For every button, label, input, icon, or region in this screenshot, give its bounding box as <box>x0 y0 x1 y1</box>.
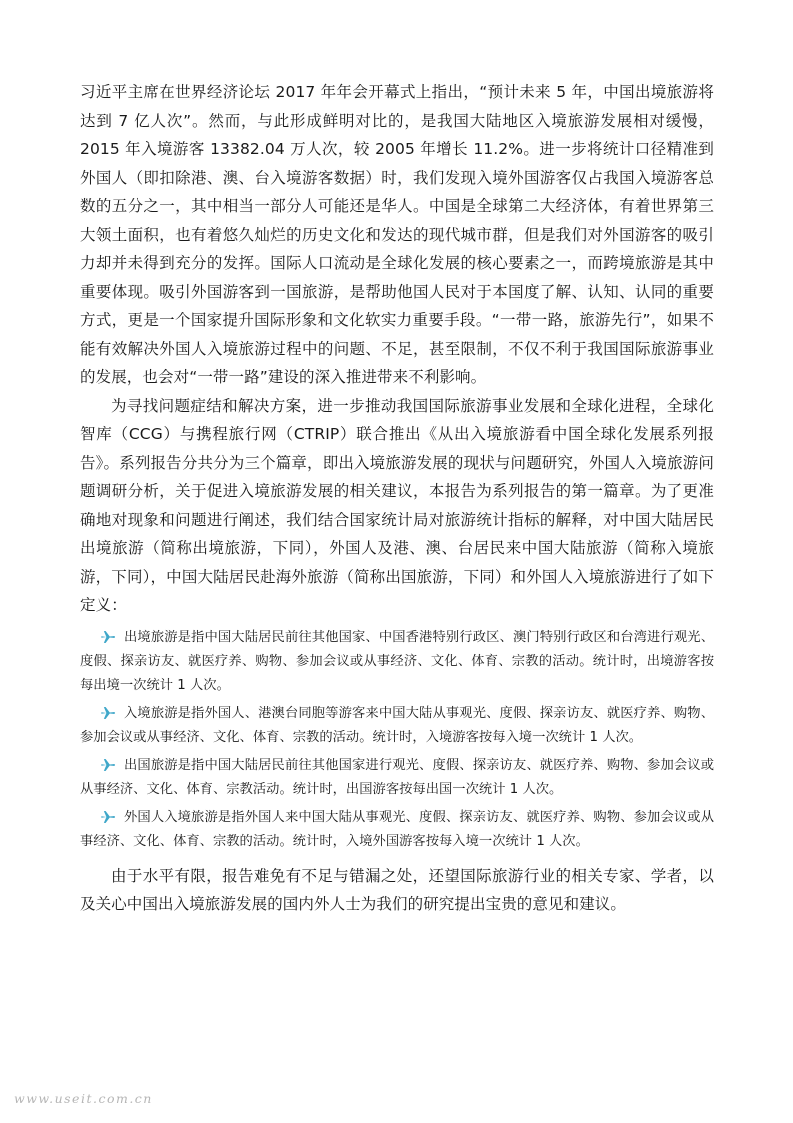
airplane-icon <box>100 757 116 773</box>
definition-text: 入境旅游是指外国人、港澳台同胞等游客来中国大陆从事观光、度假、探亲访友、就医疗养、购物、参加会议或从事经济、文化、体育、宗教的活动。统计时，入境游客按每入境一次统计 1 人次。 <box>80 705 714 745</box>
watermark: www.useit.com.cn <box>14 1091 153 1106</box>
purpose-paragraph: 为寻找问题症结和解决方案，进一步推动我国国际旅游事业发展和全球化进程，全球化智库（CCG）与携程旅行网（CTRIP）联合推出《从出入境旅游看中国全球化发展系列报告》。系列报告分共分为三个篇章，即出入境旅游发展的现状与问题研究，外国人入境旅游问题调研分析，关于促进入境旅游发展的相关建议，本报告为系列报告的第一篇章。为了更准确地对现象和问题进行阐述，我们结合国家统计局对旅游统计指标的解释，对中国大陆居民出境旅游（简称出境旅游，下同），外国人及港、澳、台居民来中国大陆旅游（简称入境旅游，下同），中国大陆居民赴海外旅游（简称出国旅游，下同）和外国人入境旅游进行了如下定义： <box>80 396 714 614</box>
definition-text: 出境旅游是指中国大陆居民前往其他国家、中国香港特别行政区、澳门特别行政区和台湾进行观光、度假、探亲访友、就医疗养、购物、参加会议或从事经济、文化、体育、宗教的活动。统计时，出境游客按每出境一次统计 1 人次。 <box>80 629 714 693</box>
definition-item-outbound <box>80 626 714 698</box>
intro-paragraph: 习近平主席在世界经济论坛 2017 年年会开幕式上指出，“预计未来 5 年，中国出境旅游将达到 7 亿人次”。然而，与此形成鲜明对比的，是我国大陆地区入境旅游发展相对缓慢，2015 年入境游客 13382.04 万人次，较 2005 年增长 11.2%。进一步将统计口径精准到外国人（即扣除港、澳、台入境游客数据）时，我们发现入境外国游客仅占我国入境游客总数的五分之一，其中相当一部分人可能还是华人。中国是全球第二大经济体，有着世界第三大领土面积，也有着悠久灿烂的历史文化和发达的现代城市群，但是我们对外国游客的吸引力却并未得到充分的发挥。国际人口流动是全球化发展的核心要素之一，而跨境旅游是其中重要体现。吸引外国游客到一国旅游，是帮助他国人民对于本国度了解、认知、认同的重要方式，更是一个国家提升国际形象和文化软实力重要手段。“一带一路，旅游先行”，如果不能有效解决外国人入境旅游过程中的问题、不足，甚至限制，不仅不利于我国国际旅游事业的发展，也会对“一带一路”建设的深入推进带来不利影响。 <box>80 83 714 386</box>
definition-text: 出国旅游是指中国大陆居民前往其他国家进行观光、度假、探亲访友、就医疗养、购物、参加会议或从事经济、文化、体育、宗教活动。统计时，出国游客按每出国一次统计 1 人次。 <box>80 757 714 797</box>
definition-list <box>80 626 714 854</box>
definition-item-abroad <box>80 754 714 802</box>
airplane-icon <box>100 809 116 825</box>
definition-item-foreign-inbound <box>80 806 714 854</box>
airplane-icon <box>100 629 116 645</box>
document-page <box>80 78 714 919</box>
closing-paragraph: 由于水平有限，报告难免有不足与错漏之处，还望国际旅游行业的相关专家、学者，以及关心中国出入境旅游发展的国内外人士为我们的研究提出宝贵的意见和建议。 <box>80 866 714 913</box>
airplane-icon <box>100 705 116 721</box>
definition-item-inbound <box>80 702 714 750</box>
definition-text: 外国人入境旅游是指外国人来中国大陆从事观光、度假、探亲访友、就医疗养、购物、参加会议或从事经济、文化、体育、宗教的活动。统计时，入境外国游客按每入境一次统计 1 人次。 <box>80 809 714 849</box>
